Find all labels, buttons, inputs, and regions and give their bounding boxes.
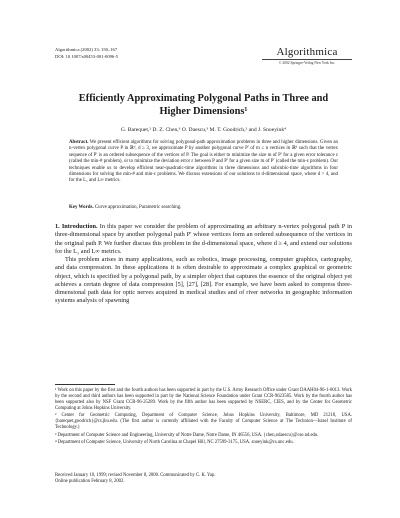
section-heading: 1. Introduction. <box>55 223 98 230</box>
journal-line: Algorithmica (2002) 33: 150–167 <box>55 47 118 52</box>
intro-paragraph-2: This problem arises in many applications, such as robotics, image processing, computer graphics, cartography, and data compression. In these applications it is often desirable to approximate a complex graphical or geometric object, which is specified by a polygonal path, by a simpler object that captures the essence of the original object yet achieves a certain degree of data compression [5], [27], [28]. For example, we have been asked to compress three-dimensional path data for optic nerves acquired in medical studies and of river networks in geographic information systems analysis of spawning <box>55 256 352 305</box>
publication-history <box>55 473 352 485</box>
paper-title <box>55 93 352 118</box>
doi-line: DOI: 10.1007/s00453-001-0096-5 <box>55 53 119 59</box>
title-line-1: Efficiently Approximating Polygonal Paths in Three and <box>78 93 329 104</box>
footnote-1: ¹ Work on this paper by the first and the fourth authors has been supported in part by the U.S. Army Research Office under Grant DAAH04-96-1-0013. Work by the second and third authors has been supported in part by the National Science Foundation under Grant CCR-9623585. Work by the fourth author has been supported also by NSF Grant CCR-96-25289. Work by the fifth author has been supported by NSERC, CIES, and by the Center for Geometric Computing at Johns Hopkins University. <box>55 388 352 411</box>
keywords-text: Curve approximation, Parametric searching. <box>94 205 182 210</box>
introduction-section <box>55 223 352 306</box>
footnote-2: ² Center for Geometric Computing, Department of Computer Science, Johns Hopkins University, Baltimore, MD 21218, USA. {barequet,goodrich}@cs.jhu.edu. (The first author is currently affiliated with the Faculty of Computer Science at The Technion—Israel Institute of Technology.) <box>55 413 352 431</box>
online-publication-line: Online publication February 8, 2002. <box>55 479 125 484</box>
received-line: Received January 10, 1999; revised November 8, 2000. Communicated by C. K. Yap. <box>55 473 216 478</box>
abstract <box>69 140 338 185</box>
journal-brand <box>262 46 352 66</box>
footnotes <box>55 388 352 448</box>
footnote-3: ³ Department of Computer Science and Engineering, University of Notre Dame, Notre Dame, IN 46556, USA. {chen,odaescu}@cse.nd.edu. <box>55 432 319 438</box>
journal-logo-text: Algorithmica <box>276 46 338 58</box>
keywords-label: Key Words. <box>69 205 94 210</box>
title-line-2: Higher Dimensions¹ <box>159 105 248 117</box>
abstract-text: We present efficient algorithms for solving polygonal-path approximation problems in three and higher dimensions. Given an n-vertex polygonal curve P in ℝᵈ, d ≥ 3, we approximate P by another polygonal curve P′ of m ≤ n vertices in ℝᵈ such that the vertex sequence of P′ is an ordered subsequence of the vertices of P. The goal is either to minimize the size m of P′ for a given error tolerance ε (called the min-# problem), or to minimize the deviation error ε between P and P′ for a given size m of P′ (called the min-ε problem). Our techniques enable us to develop efficient near-quadratic-time algorithms in three dimensions and subcubic-time algorithms in four dimensions for solving the min-# and min-ε problems. We discuss extensions of our solutions to d-dimensional space, where d > 4, and for the L₁ and L∞ metrics. <box>69 140 338 184</box>
journal-citation <box>55 47 118 60</box>
brand-divider <box>262 59 352 60</box>
intro-paragraph-1 <box>55 223 352 256</box>
footnote-4: ⁴ Department of Computer Science, University of North Carolina at Chapel Hill, NC 27599-3175, USA. snoeyink@cs.unc.edu. <box>55 440 294 446</box>
author-list: G. Barequet,² D. Z. Chen,³ O. Daescu,³ M. T. Goodrich,² and J. Snoeyink⁴ <box>120 127 287 133</box>
copyright-line: © 2002 Springer-Verlag New York Inc. <box>278 61 336 65</box>
footnote-divider <box>55 384 115 385</box>
intro-paragraph-1-text: In this paper we consider the problem of approximating an arbitrary n-vertex polygonal path P in three-dimensional space by another polygonal path P′ whose vertices form an ordered subsequence of the vertices in the original path P. We further discuss this problem in the d-dimensional space, where d ≥ 4, and extend our solutions for the L₁ and L∞ metrics. <box>55 223 352 255</box>
keywords <box>69 205 338 211</box>
abstract-label: Abstract. <box>69 140 89 145</box>
